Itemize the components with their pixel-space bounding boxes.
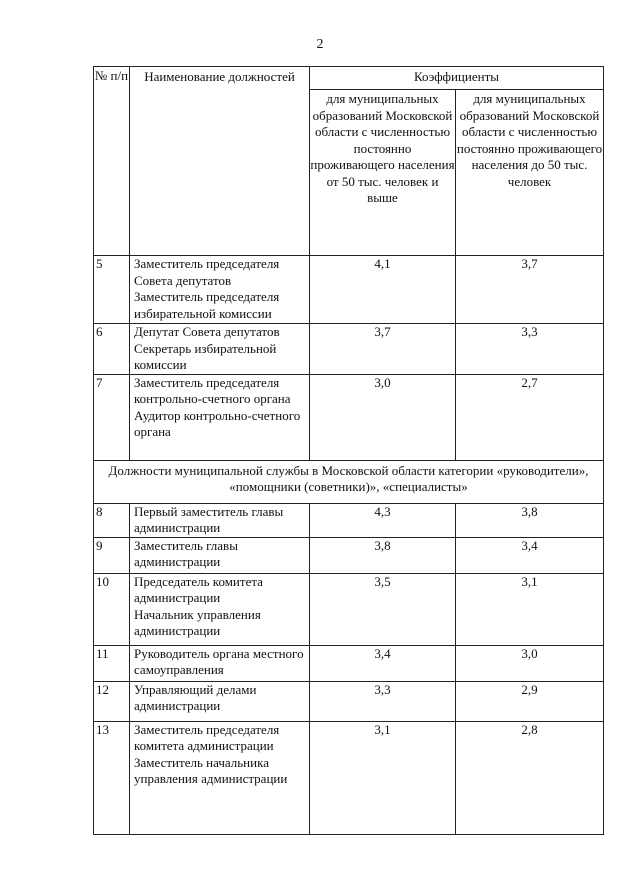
position-name: Председатель комитета администрации	[134, 573, 263, 605]
position-name: Начальник управления администрации	[134, 606, 261, 638]
position-name: Секретарь избирательной комиссии	[134, 340, 277, 372]
table-header-row	[94, 67, 604, 90]
position-names	[130, 256, 310, 324]
coefficient-a: 3,7	[310, 324, 456, 375]
row-number: 6	[94, 324, 130, 375]
position-name: Аудитор контрольно-счетного органа	[134, 407, 301, 439]
position-names	[130, 573, 310, 645]
coefficient-b: 2,9	[456, 681, 604, 721]
row-number: 10	[94, 573, 130, 645]
section-row	[94, 460, 604, 503]
position-names	[130, 324, 310, 375]
row-number: 7	[94, 374, 130, 460]
position-names	[130, 721, 310, 834]
coefficient-a: 3,4	[310, 645, 456, 681]
position-name: Заместитель начальника управления администрации	[134, 754, 288, 786]
coefficient-b: 3,8	[456, 503, 604, 537]
table-row	[94, 374, 604, 460]
coefficient-b: 2,8	[456, 721, 604, 834]
row-number: 8	[94, 503, 130, 537]
position-name: Заместитель председателя комитета администрации	[134, 721, 280, 753]
row-number: 9	[94, 537, 130, 573]
rows-group-top	[94, 256, 604, 461]
table-row	[94, 324, 604, 375]
row-number: 12	[94, 681, 130, 721]
coefficient-b: 3,1	[456, 573, 604, 645]
position-name: Заместитель председателя избирательной комиссии	[134, 289, 280, 321]
coefficient-b: 3,3	[456, 324, 604, 375]
coefficient-b: 3,4	[456, 537, 604, 573]
position-names	[130, 537, 310, 573]
section-title: Должности муниципальной службы в Московской области категории «руководители», «помощники (советники)», «специалисты»	[94, 460, 604, 503]
coefficient-b: 2,7	[456, 374, 604, 460]
header-col-a: для муниципальных образований Московской области с численностью постоянно проживающего населения от 50 тыс. человек и выше	[310, 90, 456, 256]
position-name: Заместитель главы администрации	[134, 537, 238, 569]
header-num: № п/п	[94, 67, 130, 256]
table-row	[94, 573, 604, 645]
position-names	[130, 645, 310, 681]
row-number: 5	[94, 256, 130, 324]
table-row	[94, 537, 604, 573]
row-number: 11	[94, 645, 130, 681]
rows-group-bottom	[94, 503, 604, 834]
coefficient-b: 3,0	[456, 645, 604, 681]
position-name: Заместитель председателя Совета депутатов	[134, 256, 280, 288]
coefficient-a: 3,1	[310, 721, 456, 834]
position-names	[130, 681, 310, 721]
header-name: Наименование должностей	[130, 67, 310, 256]
coefficient-a: 3,0	[310, 374, 456, 460]
table-row	[94, 681, 604, 721]
position-name: Руководитель органа местного самоуправления	[134, 645, 304, 677]
coefficient-b: 3,7	[456, 256, 604, 324]
position-names	[130, 503, 310, 537]
position-name: Управляющий делами администрации	[134, 681, 257, 713]
header-col-b: для муниципальных образований Московской области с численностью постоянно проживающего населения до 50 тыс. человек	[456, 90, 604, 256]
position-name: Первый заместитель главы администрации	[134, 503, 284, 535]
page-number: 2	[316, 37, 324, 52]
coefficient-a: 4,1	[310, 256, 456, 324]
row-number: 13	[94, 721, 130, 834]
coefficient-a: 3,8	[310, 537, 456, 573]
position-names	[130, 374, 310, 460]
header-coefficients: Коэффициенты	[310, 67, 604, 90]
table-row	[94, 503, 604, 537]
position-name: Депутат Совета депутатов	[134, 324, 280, 339]
table-row	[94, 645, 604, 681]
table-row	[94, 256, 604, 324]
coefficient-a: 3,5	[310, 573, 456, 645]
position-name: Заместитель председателя контрольно-счетного органа	[134, 374, 291, 406]
coefficients-table	[93, 66, 604, 835]
table-row	[94, 721, 604, 834]
coefficient-a: 4,3	[310, 503, 456, 537]
coefficient-a: 3,3	[310, 681, 456, 721]
